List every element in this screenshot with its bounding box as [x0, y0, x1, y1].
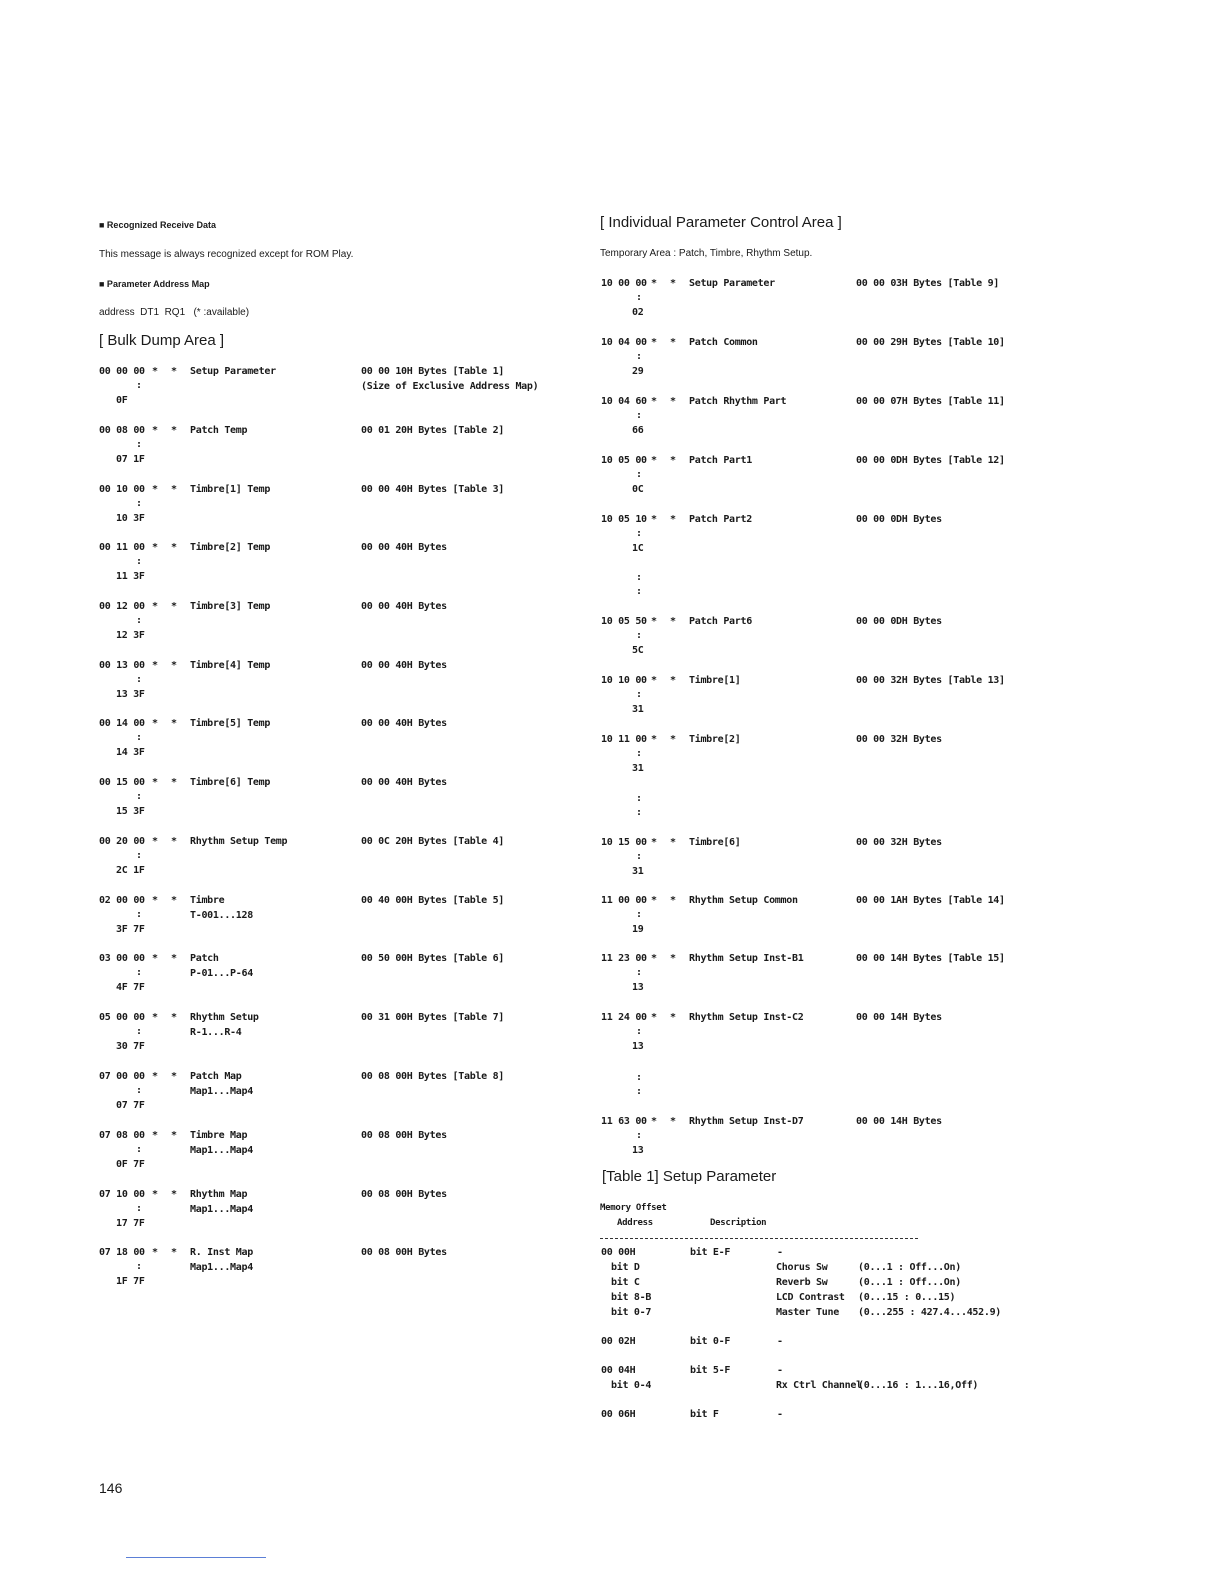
entry-rq1-flag: * — [670, 514, 676, 525]
entry-address-start: 10 00 00 — [601, 278, 647, 289]
entry-range-colon: : — [636, 748, 642, 759]
entry-rq1-flag: * — [171, 777, 177, 788]
entry-dt1-flag: * — [651, 278, 657, 289]
entry-name: Timbre[6] — [689, 837, 741, 848]
entry-dt1-flag: * — [651, 1012, 657, 1023]
entry-range-colon: : — [136, 850, 142, 861]
table-cell-address: 00 04H — [601, 1365, 636, 1376]
table-cell-address: bit C — [611, 1277, 640, 1288]
entry-name: Rhythm Setup Inst-C2 — [689, 1012, 804, 1023]
entry-dt1-flag: * — [152, 1189, 158, 1200]
entry-range-colon: : — [636, 528, 642, 539]
entry-dt1-flag: * — [152, 425, 158, 436]
entry-rq1-flag: * — [670, 616, 676, 627]
individual-area-title: [ Individual Parameter Control Area ] — [600, 214, 842, 231]
entry-rq1-flag: * — [171, 660, 177, 671]
table-cell-description: Chorus Sw — [776, 1262, 828, 1273]
entry-name-range: P-01...P-64 — [190, 968, 253, 979]
entry-rq1-flag: * — [171, 1012, 177, 1023]
entry-dt1-flag: * — [651, 734, 657, 745]
entry-address-start: 11 00 00 — [601, 895, 647, 906]
entry-size: 00 00 32H Bytes [Table 13] — [856, 675, 1005, 686]
table-cell-range: (0...255 : 427.4...452.9) — [858, 1307, 1002, 1318]
entry-name: Rhythm Map — [190, 1189, 248, 1200]
table-cell-range: (0...1 : Off...On) — [858, 1262, 961, 1273]
entry-range-colon: : — [136, 732, 142, 743]
entry-rq1-flag: * — [171, 895, 177, 906]
entry-rq1-flag: * — [670, 895, 676, 906]
entry-address-end: 14 3F — [116, 747, 145, 758]
entry-size: 00 00 0DH Bytes — [856, 616, 942, 627]
entry-address-start: 00 12 00 — [99, 601, 145, 612]
entry-name: Patch Map — [190, 1071, 242, 1082]
entry-name: Patch — [190, 953, 219, 964]
entry-address-start: 02 00 00 — [99, 895, 145, 906]
temporary-area-text: Temporary Area : Patch, Timbre, Rhythm Setup. — [600, 248, 813, 259]
entry-range-colon: : — [636, 630, 642, 641]
entry-range-colon: : — [136, 1203, 142, 1214]
entry-size: 00 00 10H Bytes [Table 1] — [361, 366, 505, 377]
entry-address-end: 0F — [116, 395, 128, 406]
entry-size: 00 08 00H Bytes — [361, 1189, 447, 1200]
entry-rq1-flag: * — [670, 837, 676, 848]
entry-size: 00 00 0DH Bytes — [856, 514, 942, 525]
table-cell-address: bit 0-7 — [611, 1307, 652, 1318]
table-cell-address: bit 8-B — [611, 1292, 652, 1303]
entry-range-colon: : — [636, 689, 642, 700]
entry-range-colon: : — [636, 351, 642, 362]
entry-address-end: 2C 1F — [116, 865, 145, 876]
entry-range-colon: : — [136, 1144, 142, 1155]
entry-address-start: 00 10 00 — [99, 484, 145, 495]
table-header-memory-offset: Memory Offset — [600, 1203, 667, 1213]
entry-address-start: 10 10 00 — [601, 675, 647, 686]
entry-size: 00 08 00H Bytes — [361, 1130, 447, 1141]
entry-address-end: 17 7F — [116, 1218, 145, 1229]
entry-rq1-flag: * — [171, 542, 177, 553]
table-cell-description: - — [777, 1336, 783, 1347]
entry-rq1-flag: * — [171, 718, 177, 729]
entry-address-end: 10 3F — [116, 513, 145, 524]
entry-address-start: 00 00 00 — [99, 366, 145, 377]
entry-size: 00 00 29H Bytes [Table 10] — [856, 337, 1005, 348]
entry-size: 00 00 40H Bytes [Table 3] — [361, 484, 505, 495]
ellipsis-colon: : — [636, 807, 642, 818]
entry-name: Timbre[3] Temp — [190, 601, 271, 612]
entry-address-start: 07 10 00 — [99, 1189, 145, 1200]
recognized-text: This message is always recognized except for ROM Play. — [99, 249, 354, 260]
entry-name: Timbre[1] — [689, 675, 741, 686]
entry-name: Timbre[4] Temp — [190, 660, 271, 671]
entry-address-end: 15 3F — [116, 806, 145, 817]
ellipsis-colon: : — [636, 1072, 642, 1083]
entry-address-end: 30 7F — [116, 1041, 145, 1052]
entry-name-range: Map1...Map4 — [190, 1204, 253, 1215]
entry-range-colon: : — [636, 469, 642, 480]
entry-range-colon: : — [636, 292, 642, 303]
entry-name: Rhythm Setup Temp — [190, 836, 288, 847]
entry-rq1-flag: * — [171, 425, 177, 436]
entry-address-start: 07 08 00 — [99, 1130, 145, 1141]
entry-dt1-flag: * — [152, 484, 158, 495]
entry-dt1-flag: * — [651, 953, 657, 964]
entry-rq1-flag: * — [171, 484, 177, 495]
entry-address-end: 11 3F — [116, 571, 145, 582]
entry-size: 00 00 40H Bytes — [361, 601, 447, 612]
table-cell-description: - — [777, 1247, 783, 1258]
entry-range-colon: : — [636, 851, 642, 862]
table-cell-description: Master Tune — [776, 1307, 839, 1318]
entry-size: 00 00 14H Bytes — [856, 1012, 942, 1023]
entry-address-start: 07 00 00 — [99, 1071, 145, 1082]
entry-name: Rhythm Setup Inst-B1 — [689, 953, 804, 964]
entry-name: Setup Parameter — [190, 366, 276, 377]
entry-rq1-flag: * — [171, 953, 177, 964]
page-number: 146 — [99, 1480, 123, 1496]
entry-dt1-flag: * — [152, 836, 158, 847]
entry-name: Rhythm Setup — [190, 1012, 259, 1023]
entry-range-colon: : — [136, 1026, 142, 1037]
entry-address-end: 12 3F — [116, 630, 145, 641]
entry-name: Timbre — [190, 895, 225, 906]
entry-rq1-flag: * — [670, 455, 676, 466]
entry-size: 00 00 14H Bytes [Table 15] — [856, 953, 1005, 964]
table-cell-description: Rx Ctrl Channel — [776, 1380, 862, 1391]
entry-range-colon: : — [136, 791, 142, 802]
entry-size: 00 00 40H Bytes — [361, 660, 447, 671]
entry-name: Rhythm Setup Common — [689, 895, 798, 906]
entry-dt1-flag: * — [152, 660, 158, 671]
entry-address-end: 31 — [632, 763, 644, 774]
entry-name: Timbre[6] Temp — [190, 777, 271, 788]
entry-address-end: 31 — [632, 704, 644, 715]
entry-address-end: 66 — [632, 425, 644, 436]
entry-rq1-flag: * — [670, 734, 676, 745]
entry-rq1-flag: * — [171, 836, 177, 847]
entry-address-end: 0C — [632, 484, 644, 495]
entry-rq1-flag: * — [670, 396, 676, 407]
table-cell-description: - — [777, 1365, 783, 1376]
entry-dt1-flag: * — [152, 1012, 158, 1023]
table-cell-address: 00 06H — [601, 1409, 636, 1420]
entry-range-colon: : — [636, 1130, 642, 1141]
table-header-address: Address — [617, 1218, 653, 1228]
entry-size: 00 00 14H Bytes — [856, 1116, 942, 1127]
entry-address-start: 10 05 10 — [601, 514, 647, 525]
entry-rq1-flag: * — [171, 1130, 177, 1141]
entry-range-colon: : — [136, 1261, 142, 1272]
entry-address-start: 07 18 00 — [99, 1247, 145, 1258]
entry-address-end: 29 — [632, 366, 644, 377]
entry-range-colon: : — [136, 674, 142, 685]
entry-name: Timbre[2] Temp — [190, 542, 271, 553]
entry-size: 00 00 32H Bytes — [856, 837, 942, 848]
entry-range-colon: : — [136, 380, 142, 391]
entry-address-start: 00 11 00 — [99, 542, 145, 553]
table-cell-description: LCD Contrast — [776, 1292, 845, 1303]
entry-size: 00 40 00H Bytes [Table 5] — [361, 895, 505, 906]
entry-rq1-flag: * — [670, 1012, 676, 1023]
entry-address-start: 00 15 00 — [99, 777, 145, 788]
entry-address-start: 00 13 00 — [99, 660, 145, 671]
entry-dt1-flag: * — [651, 455, 657, 466]
table-cell-bits: bit F — [690, 1409, 719, 1420]
entry-size: 00 50 00H Bytes [Table 6] — [361, 953, 505, 964]
ellipsis-colon: : — [636, 572, 642, 583]
bulk-dump-title: [ Bulk Dump Area ] — [99, 332, 225, 349]
entry-address-end: 07 7F — [116, 1100, 145, 1111]
entry-address-start: 10 04 00 — [601, 337, 647, 348]
entry-size: 00 00 03H Bytes [Table 9] — [856, 278, 1000, 289]
entry-address-start: 00 08 00 — [99, 425, 145, 436]
entry-name: Setup Parameter — [689, 278, 775, 289]
table-cell-description: - — [777, 1409, 783, 1420]
entry-address-start: 10 05 00 — [601, 455, 647, 466]
entry-range-colon: : — [636, 967, 642, 978]
entry-address-start: 10 15 00 — [601, 837, 647, 848]
entry-size: 00 00 40H Bytes — [361, 718, 447, 729]
table-cell-bits: bit 0-F — [690, 1336, 731, 1347]
table-cell-range: (0...16 : 1...16,Off) — [858, 1380, 979, 1391]
entry-name: Timbre[2] — [689, 734, 741, 745]
entry-address-end: 1C — [632, 543, 644, 554]
entry-dt1-flag: * — [152, 718, 158, 729]
entry-size: 00 00 1AH Bytes [Table 14] — [856, 895, 1005, 906]
entry-size: 00 00 40H Bytes — [361, 777, 447, 788]
entry-name: Patch Common — [689, 337, 758, 348]
entry-dt1-flag: * — [152, 953, 158, 964]
table-cell-range: (0...15 : 0...15) — [858, 1292, 956, 1303]
table-cell-address: 00 02H — [601, 1336, 636, 1347]
table-divider — [600, 1238, 918, 1239]
entry-address-start: 10 05 50 — [601, 616, 647, 627]
entry-dt1-flag: * — [651, 337, 657, 348]
entry-name: Patch Part2 — [689, 514, 752, 525]
entry-dt1-flag: * — [651, 396, 657, 407]
entry-rq1-flag: * — [670, 278, 676, 289]
ellipsis-colon: : — [636, 793, 642, 804]
entry-address-end: 13 — [632, 982, 644, 993]
entry-address-end: 13 3F — [116, 689, 145, 700]
entry-address-end: 13 — [632, 1041, 644, 1052]
entry-address-start: 10 11 00 — [601, 734, 647, 745]
entry-address-start: 00 14 00 — [99, 718, 145, 729]
table-cell-bits: bit E-F — [690, 1247, 731, 1258]
entry-dt1-flag: * — [152, 777, 158, 788]
table-cell-bits: bit 5-F — [690, 1365, 731, 1376]
entry-size: 00 01 20H Bytes [Table 2] — [361, 425, 505, 436]
entry-address-end: 4F 7F — [116, 982, 145, 993]
entry-dt1-flag: * — [651, 1116, 657, 1127]
entry-name-range: R-1...R-4 — [190, 1027, 242, 1038]
ellipsis-colon: : — [636, 586, 642, 597]
entry-size: 00 00 40H Bytes — [361, 542, 447, 553]
entry-size-note: (Size of Exclusive Address Map) — [361, 381, 539, 392]
entry-size: 00 00 0DH Bytes [Table 12] — [856, 455, 1005, 466]
entry-name-range: Map1...Map4 — [190, 1262, 253, 1273]
entry-range-colon: : — [636, 410, 642, 421]
entry-range-colon: : — [136, 498, 142, 509]
entry-address-start: 05 00 00 — [99, 1012, 145, 1023]
entry-name-range: T-001...128 — [190, 910, 253, 921]
table-cell-address: 00 00H — [601, 1247, 636, 1258]
address-header: address DT1 RQ1 (* :available) — [99, 307, 250, 318]
entry-rq1-flag: * — [171, 1247, 177, 1258]
entry-range-colon: : — [136, 1085, 142, 1096]
entry-address-start: 03 00 00 — [99, 953, 145, 964]
table-cell-address: bit 0-4 — [611, 1380, 652, 1391]
entry-address-start: 11 23 00 — [601, 953, 647, 964]
entry-rq1-flag: * — [171, 1189, 177, 1200]
entry-name: Timbre[5] Temp — [190, 718, 271, 729]
section-heading-address-map: ■ Parameter Address Map — [99, 279, 210, 289]
entry-dt1-flag: * — [152, 601, 158, 612]
table-cell-description: Reverb Sw — [776, 1277, 828, 1288]
entry-address-end: 13 — [632, 1145, 644, 1156]
entry-address-end: 02 — [632, 307, 644, 318]
entry-address-start: 10 04 60 — [601, 396, 647, 407]
entry-rq1-flag: * — [171, 366, 177, 377]
section-heading-recognized: ■ Recognized Receive Data — [99, 220, 216, 230]
entry-name: Timbre Map — [190, 1130, 248, 1141]
entry-range-colon: : — [136, 909, 142, 920]
entry-dt1-flag: * — [651, 675, 657, 686]
entry-address-end: 1F 7F — [116, 1276, 145, 1287]
entry-range-colon: : — [136, 615, 142, 626]
entry-dt1-flag: * — [651, 895, 657, 906]
footer-rule — [126, 1557, 266, 1558]
entry-range-colon: : — [636, 909, 642, 920]
entry-dt1-flag: * — [651, 616, 657, 627]
entry-name: Timbre[1] Temp — [190, 484, 271, 495]
entry-address-end: 19 — [632, 924, 644, 935]
entry-address-start: 11 63 00 — [601, 1116, 647, 1127]
entry-dt1-flag: * — [152, 895, 158, 906]
entry-size: 00 0C 20H Bytes [Table 4] — [361, 836, 505, 847]
entry-dt1-flag: * — [152, 1071, 158, 1082]
entry-dt1-flag: * — [152, 1247, 158, 1258]
table-cell-range: (0...1 : Off...On) — [858, 1277, 961, 1288]
entry-size: 00 08 00H Bytes [Table 8] — [361, 1071, 505, 1082]
entry-name: Patch Part1 — [689, 455, 752, 466]
ellipsis-colon: : — [636, 1086, 642, 1097]
entry-range-colon: : — [636, 1026, 642, 1037]
entry-rq1-flag: * — [171, 601, 177, 612]
entry-name: Patch Temp — [190, 425, 248, 436]
table1-title: [Table 1] Setup Parameter — [602, 1168, 777, 1185]
entry-rq1-flag: * — [670, 953, 676, 964]
entry-address-end: 5C — [632, 645, 644, 656]
entry-rq1-flag: * — [670, 337, 676, 348]
entry-name: Patch Part6 — [689, 616, 752, 627]
entry-dt1-flag: * — [152, 542, 158, 553]
entry-address-end: 07 1F — [116, 454, 145, 465]
entry-dt1-flag: * — [152, 366, 158, 377]
entry-name: Rhythm Setup Inst-D7 — [689, 1116, 804, 1127]
entry-address-start: 00 20 00 — [99, 836, 145, 847]
entry-address-end: 31 — [632, 866, 644, 877]
entry-dt1-flag: * — [152, 1130, 158, 1141]
entry-address-start: 11 24 00 — [601, 1012, 647, 1023]
entry-range-colon: : — [136, 556, 142, 567]
entry-size: 00 00 07H Bytes [Table 11] — [856, 396, 1005, 407]
entry-size: 00 08 00H Bytes — [361, 1247, 447, 1258]
entry-rq1-flag: * — [670, 675, 676, 686]
entry-dt1-flag: * — [651, 514, 657, 525]
entry-name: R. Inst Map — [190, 1247, 253, 1258]
entry-rq1-flag: * — [171, 1071, 177, 1082]
table-header-description: Description — [710, 1218, 767, 1228]
entry-address-end: 3F 7F — [116, 924, 145, 935]
entry-name: Patch Rhythm Part — [689, 396, 787, 407]
entry-dt1-flag: * — [651, 837, 657, 848]
entry-range-colon: : — [136, 967, 142, 978]
entry-name-range: Map1...Map4 — [190, 1145, 253, 1156]
entry-size: 00 00 32H Bytes — [856, 734, 942, 745]
entry-name-range: Map1...Map4 — [190, 1086, 253, 1097]
entry-rq1-flag: * — [670, 1116, 676, 1127]
entry-address-end: 0F 7F — [116, 1159, 145, 1170]
table-cell-address: bit D — [611, 1262, 640, 1273]
entry-size: 00 31 00H Bytes [Table 7] — [361, 1012, 505, 1023]
entry-range-colon: : — [136, 439, 142, 450]
